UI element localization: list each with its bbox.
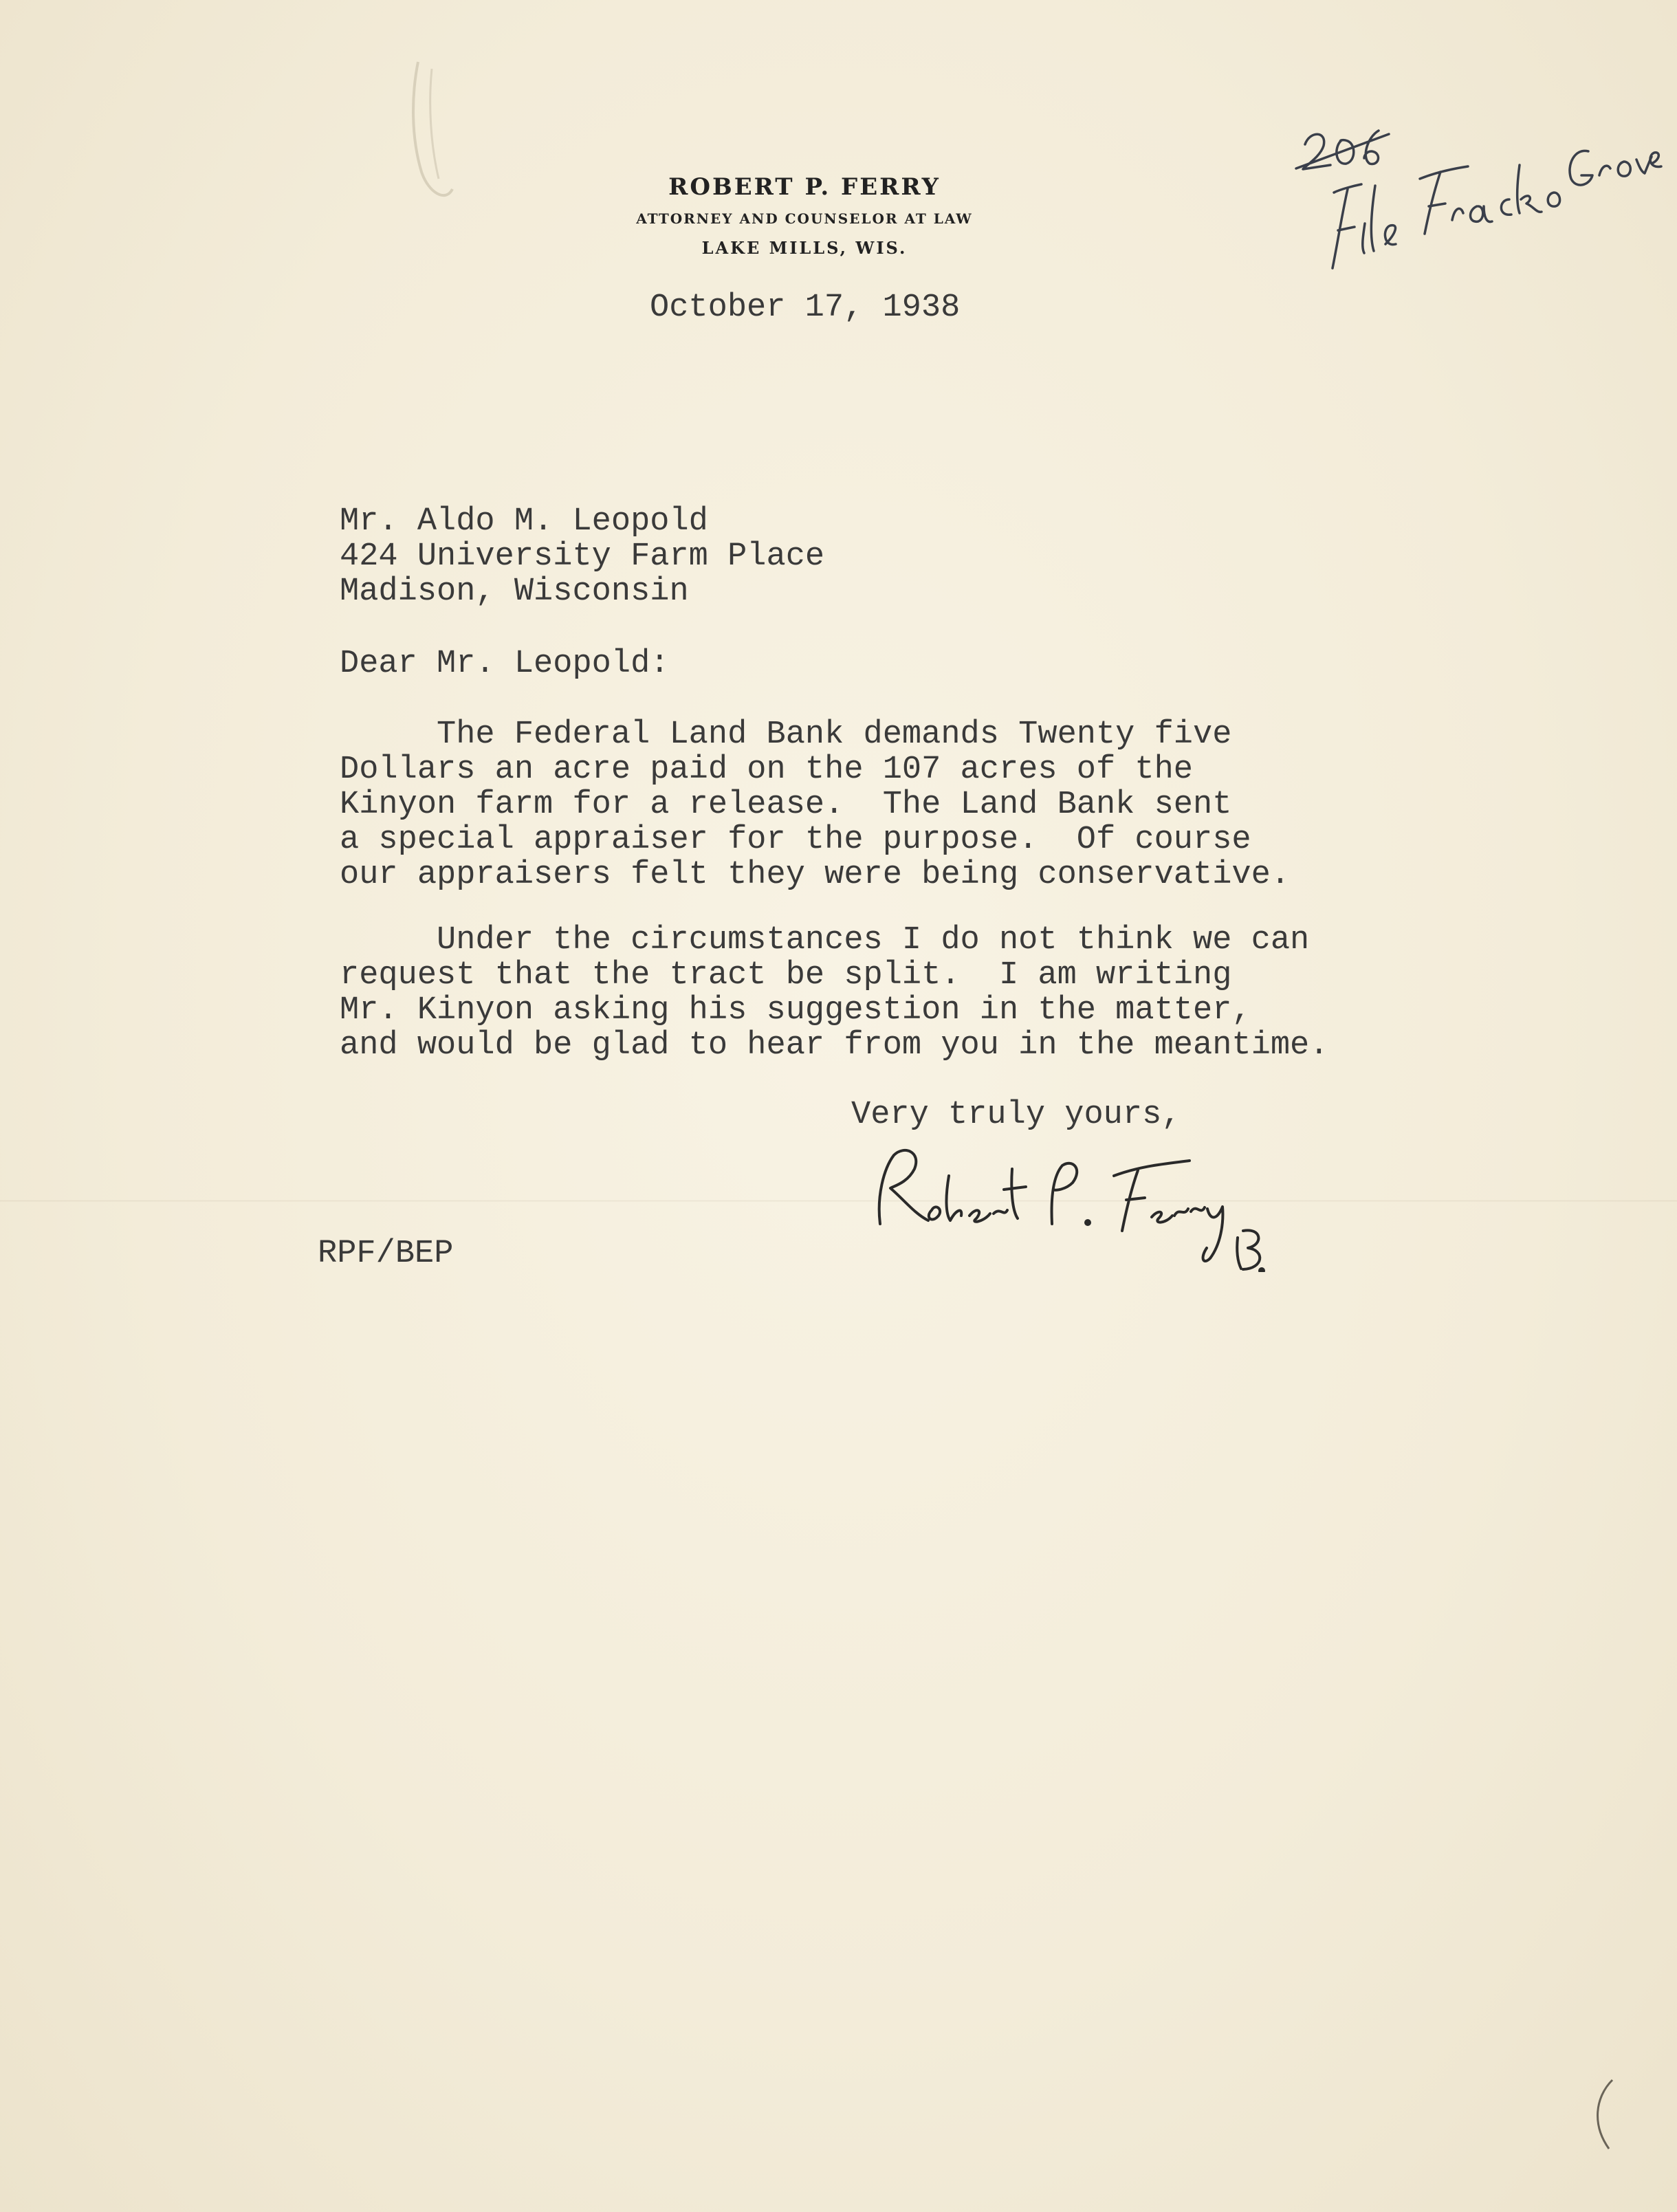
body-paragraph-1 [340, 717, 1290, 893]
recipient-address [340, 504, 824, 609]
recipient-street: 424 University Farm Place [340, 538, 825, 575]
paper-edge-mark [1581, 2077, 1623, 2152]
letterhead-city: LAKE MILLS, WIS. [701, 238, 908, 258]
recipient-name: Mr. Aldo M. Leopold [340, 503, 708, 540]
paragraph-line: a special appraiser for the purpose. Of course [340, 822, 1251, 858]
paragraph-line: our appraisers felt they were being conservative. [340, 857, 1291, 893]
body-paragraph-2 [340, 923, 1328, 1063]
paragraph-line: Dollars an acre paid on the 107 acres of the [340, 752, 1194, 788]
paragraph-line: The Federal Land Bank demands Twenty five [340, 716, 1232, 753]
paragraph-line: and would be glad to hear from you in the meantime. [340, 1027, 1329, 1064]
letter-date: October 17, 1938 [650, 289, 961, 326]
salutation: Dear Mr. Leopold: [340, 646, 670, 682]
reference-initials: RPF/BEP [318, 1236, 454, 1272]
paragraph-line: Mr. Kinyon asking his suggestion in the matter, [340, 992, 1251, 1029]
letterhead-name: ROBERT P. FERRY [668, 173, 941, 201]
paper-punch-mark [404, 55, 466, 227]
paper-fold-line [0, 1200, 1677, 1202]
paragraph-line: Kinyon farm for a release. The Land Bank sent [340, 787, 1232, 823]
paragraph-line: Under the circumstances I do not think we can [340, 922, 1310, 959]
closing: Very truly yours, [851, 1097, 1181, 1133]
letterhead-title: ATTORNEY AND COUNSELOR AT LAW [636, 210, 973, 227]
recipient-city: Madison, Wisconsin [340, 573, 689, 610]
handwritten-signature [866, 1135, 1265, 1272]
paragraph-line: request that the tract be split. I am writing [340, 957, 1232, 994]
handwritten-file-annotation [1293, 103, 1664, 282]
